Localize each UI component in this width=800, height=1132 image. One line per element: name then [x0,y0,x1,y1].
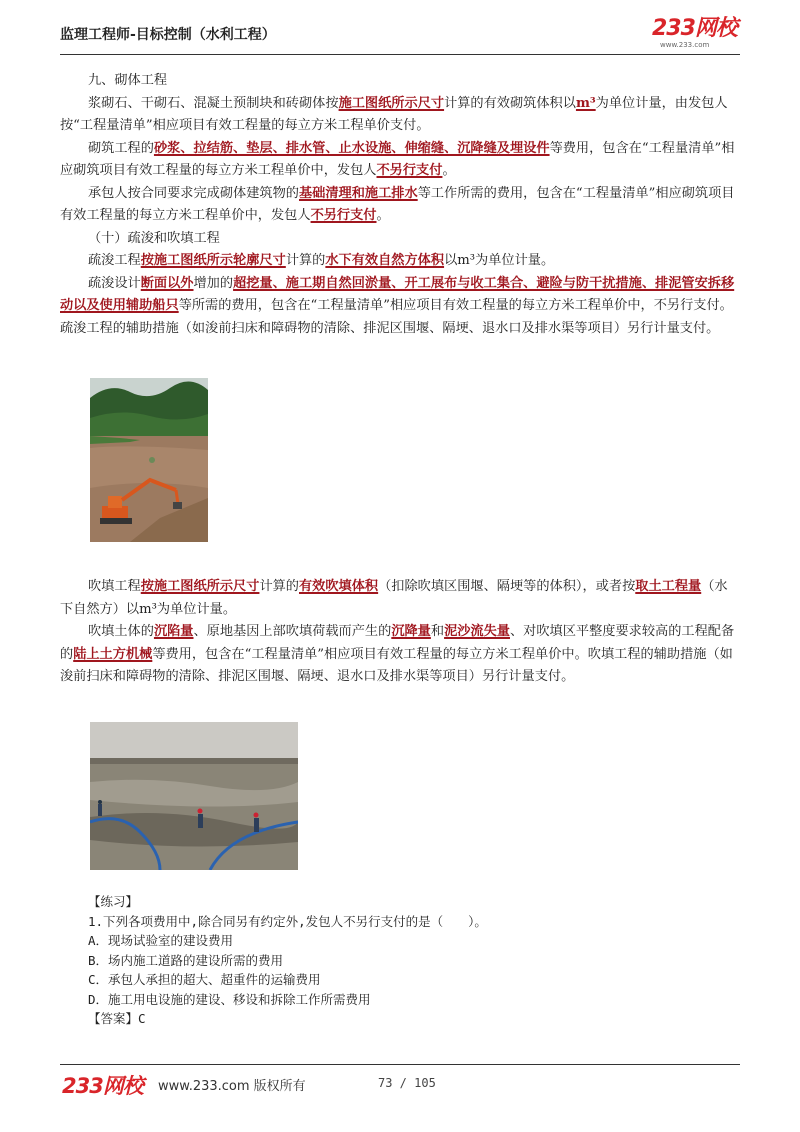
exercise-option-d: D．施工用电设施的建设、移设和拆除工作所需费用 [88,991,371,1007]
exercise-block [88,892,487,1029]
dredging-scene-illustration [90,378,208,542]
exercise-label: 【练习】 [88,894,139,909]
text: 疏浚设计 [88,275,141,291]
key-term: 基础清理和施工排水 [299,185,418,201]
text: 等所需的费用，包含在“工程量清单”相应项目有效工程量的每立方米工程单价中，不另行支付。疏浚工程的辅助措施（如浚前扫床和障碍物的清除、排泥区围堰、隔埂、退水口及排水渠等项目）另行计量支付。 [60,298,733,336]
exercise-option-c: C．承包人承担的超大、超重件的运输费用 [88,972,321,987]
text: 砌筑工程的 [88,140,154,156]
logo-text: 233网校 [652,16,737,41]
text: 计算的 [285,253,326,268]
key-term: 砂浆、拉结筋、垫层、排水管、止水设施、伸缩缝、沉降缝及埋设件 [153,140,550,156]
text: 。 [442,163,456,178]
text: （扣除吹填区围堰、隔埂等的体积），或者按 [378,579,636,594]
paragraph-masonry-measurement [60,93,740,138]
text: 疏浚工程 [88,253,141,268]
text: 计算的有效砌筑体积以 [444,95,576,111]
exercise-option-a: A．现场试验室的建设费用 [88,933,234,948]
key-term: 取土工程量 [635,579,702,594]
key-term: 泥沙流失量 [444,624,510,639]
key-term: 陆上土方机械 [73,646,153,662]
key-term: 超挖量、施工期自然回淤量、开工展布与收工集合、避险与防干扰措施、排泥管安拆移动以及使用辅助船只 [60,275,735,313]
text: （水下自然方）以m³为单位计量。 [60,579,728,617]
text: 以m³为单位计量。 [444,253,555,268]
exercise-option-b: B．场内施工道路的建设所需的费用 [88,952,284,968]
footer-divider [60,1064,740,1065]
logo-url: www.233.com [660,41,710,49]
paragraph-masonry-foundation [60,183,740,228]
key-term: 按施工图纸所示轮廓尺寸 [140,253,286,268]
text: 吹填工程 [88,579,141,594]
key-term: 沉降量 [391,624,431,639]
key-term: 按施工图纸所示尺寸 [140,579,260,594]
document-header-title: 监理工程师-目标控制（水利工程） [60,27,276,43]
paragraph-dredging-measurement [60,250,740,273]
text: 为单位计量，由发包人按“工程量清单”相应项目有效工程量的每立方米工程单价支付。 [60,95,728,133]
key-term: m³ [575,95,596,111]
text: 等费用，包含在“工程量清单”相应项目有效工程量的每立方米工程单价中。吹填工程的辅助措施（如浚前扫床和障碍物的清除、排泥区围堰、隔埂、退水口及排水渠等项目）另行计量支付。 [60,646,733,684]
exercise-answer: 【答案】C [88,1011,146,1026]
text: 等工作所需的费用，包含在“工程量清单”相应砌筑项目有效工程量的每立方米工程单价中，发包人 [60,185,735,223]
text: 增加的 [193,275,234,291]
text: 等费用，包含在“工程量清单”相应砌筑项目有效工程量的每立方米工程单价中，发包人 [60,140,735,178]
brand-logo [652,18,737,49]
text: 。 [376,208,390,223]
key-term: 有效吹填体积 [299,579,379,594]
text: 、对吹填区平整度要求较高的工程配备的 [60,624,735,662]
paragraph-masonry-costs [60,138,740,183]
paragraph-fill-measurement [60,576,740,621]
exercise-question: 1.下列各项费用中,除合同另有约定外,发包人不另行支付的是（ ）。 [88,913,487,929]
text: 计算的 [259,579,299,594]
key-term: 不另行支付 [376,163,443,178]
header-divider [60,54,740,55]
fill-scene-illustration [90,722,298,870]
text: 、原地基因上部吹填荷载而产生的 [193,624,392,639]
dredging-excavator-photo [90,378,208,542]
key-term: 施工图纸所示尺寸 [338,95,445,111]
section-heading-dredging: （十）疏浚和吹填工程 [88,230,220,246]
page-number: 73 / 105 [378,1076,436,1090]
hydraulic-fill-site-photo [90,722,298,870]
text: 吹填土体的 [88,624,154,639]
key-term: 断面以外 [140,275,194,291]
text: 和 [430,624,445,639]
footer-logo: 233网校 [62,1074,143,1098]
paragraph-dredging-costs [60,273,740,341]
paragraph-fill-costs [60,621,740,689]
key-term: 不另行支付 [310,208,377,223]
key-term: 沉陷量 [153,624,194,639]
text: 浆砌石、干砌石、混凝土预制块和砖砌体按 [88,95,339,111]
footer-copyright: www.233.com 版权所有 [158,1079,306,1094]
text: 承包人按合同要求完成砌体建筑物的 [88,185,299,201]
section-heading-masonry: 九、砌体工程 [88,73,168,88]
key-term: 水下有效自然方体积 [325,253,445,268]
